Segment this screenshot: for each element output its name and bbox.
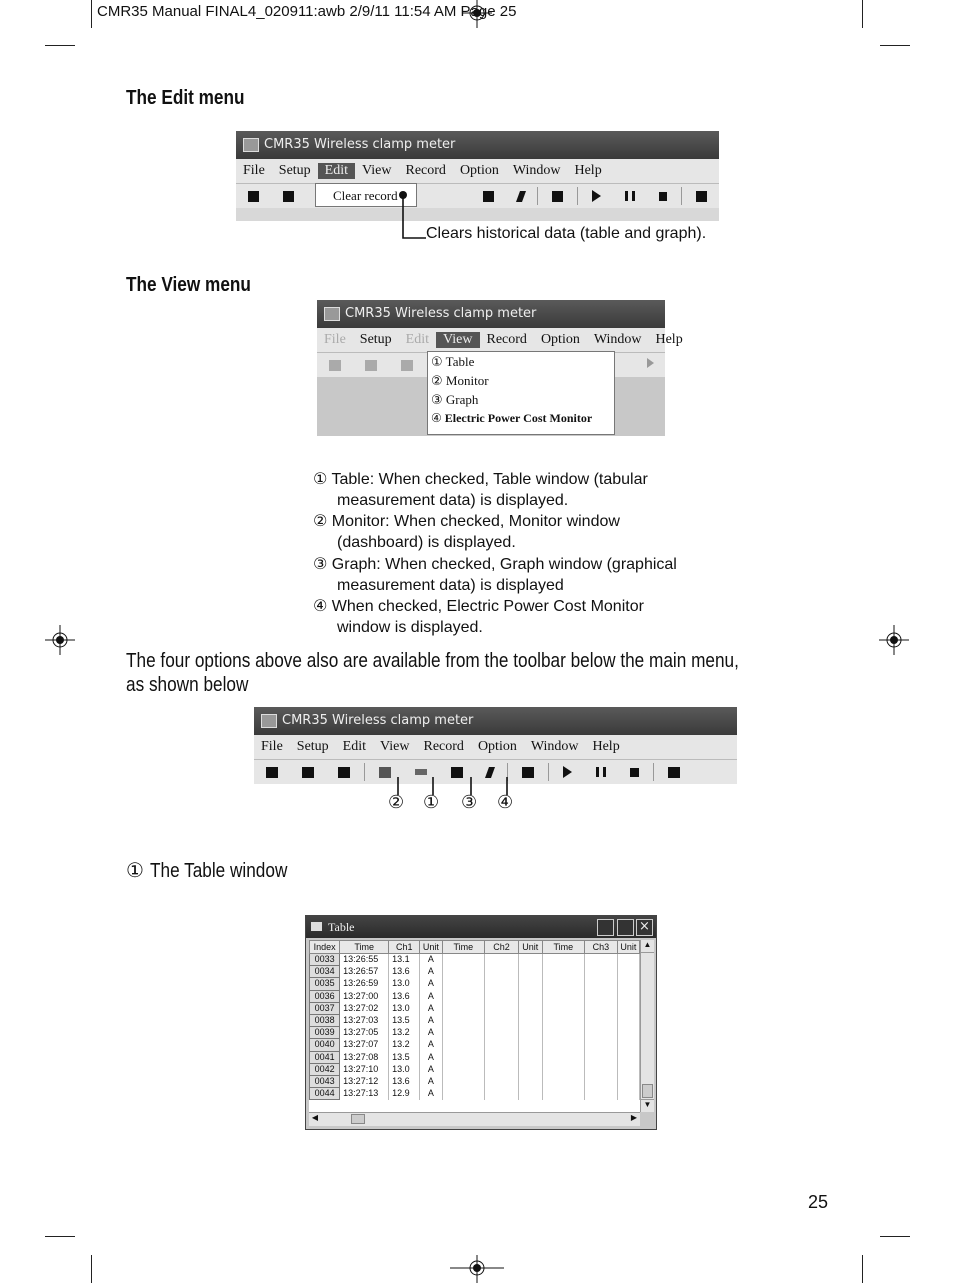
menu-help[interactable]: Help [655, 332, 683, 347]
empty-cell [518, 1014, 542, 1026]
crop-mark [45, 45, 75, 46]
table-cell: 13.0 [389, 1002, 420, 1014]
empty-cell [542, 1039, 585, 1051]
table-row[interactable] [310, 966, 640, 978]
empty-cell [542, 966, 585, 978]
note-monitor [313, 511, 677, 533]
window-title-bar [254, 707, 737, 735]
toolbar-paragraph [126, 649, 780, 697]
column-header[interactable]: Unit [518, 941, 542, 954]
table-cell: 13.6 [389, 990, 420, 1002]
item-label: Graph [445, 392, 479, 407]
minimize-icon[interactable] [597, 919, 614, 936]
table-cell: A [420, 978, 442, 990]
empty-cell [442, 1014, 485, 1026]
table-row[interactable] [310, 990, 640, 1002]
callout-power-cost: ④ [497, 792, 514, 813]
registration-mark-icon [45, 625, 75, 655]
table-cell: 0034 [310, 966, 340, 978]
table-cell: A [420, 1014, 442, 1026]
table-cell: A [420, 1063, 442, 1075]
column-header[interactable]: Time [542, 941, 585, 954]
scroll-right-icon[interactable]: ▶ [630, 1113, 638, 1122]
empty-cell [485, 1075, 519, 1087]
empty-cell [617, 954, 639, 966]
menu-option[interactable]: Option [459, 163, 499, 178]
crop-mark [880, 1236, 910, 1237]
page-number: 25 [808, 1192, 829, 1212]
app-icon [261, 714, 277, 728]
empty-cell [442, 1002, 485, 1014]
empty-cell [617, 990, 639, 1002]
empty-cell [518, 1051, 542, 1063]
heading-number: ① [126, 858, 144, 882]
table-cell: 13.0 [389, 978, 420, 990]
column-header[interactable]: Ch3 [585, 941, 618, 954]
note-text: Graph: When checked, Graph window (graphical [331, 555, 677, 573]
empty-cell [542, 1075, 585, 1087]
table-cell: 13.2 [389, 1039, 420, 1051]
empty-cell [518, 1027, 542, 1039]
monitor-icon[interactable] [379, 767, 391, 778]
print-icon[interactable] [338, 767, 350, 778]
heading-text: The Table window [149, 860, 287, 882]
empty-cell [542, 978, 585, 990]
table-cell: 12.9 [389, 1088, 420, 1100]
toolbar-separator [364, 763, 365, 781]
empty-cell [585, 1088, 618, 1100]
empty-cell [485, 1002, 519, 1014]
empty-cell [542, 954, 585, 966]
open-icon[interactable] [248, 191, 259, 202]
menu-file[interactable]: File [243, 163, 265, 178]
menu-file[interactable]: File [261, 739, 283, 754]
table-cell: 13.1 [389, 954, 420, 966]
crop-mark [862, 1255, 863, 1283]
empty-cell [442, 966, 485, 978]
table-row[interactable] [310, 1039, 640, 1051]
column-header[interactable]: Ch2 [485, 941, 519, 954]
pause-icon[interactable] [596, 767, 606, 777]
table-cell: 13.6 [389, 1075, 420, 1087]
menu-edit[interactable]: Edit [318, 163, 355, 179]
item-number: ① [431, 355, 443, 370]
empty-cell [585, 966, 618, 978]
window-title: CMR35 Wireless clamp meter [264, 137, 456, 152]
menu-item-monitor[interactable] [428, 371, 614, 390]
empty-cell [518, 1088, 542, 1100]
toolbar-separator [681, 187, 682, 205]
empty-cell [585, 1051, 618, 1063]
pause-icon[interactable] [625, 191, 635, 201]
table-cell: A [420, 1039, 442, 1051]
vertical-scrollbar[interactable] [640, 940, 654, 1112]
menu-setup[interactable]: Setup [296, 739, 329, 754]
play-icon[interactable] [647, 358, 654, 368]
help-icon[interactable] [668, 767, 680, 778]
table-cell: 13:27:12 [340, 1075, 389, 1087]
window-title-bar [317, 300, 665, 328]
table-row[interactable] [310, 1051, 640, 1063]
empty-cell [518, 1039, 542, 1051]
empty-cell [617, 1075, 639, 1087]
registration-mark-icon [879, 625, 909, 655]
edit-menu-screenshot [236, 131, 719, 221]
table-grid-area [309, 940, 640, 1112]
table-cell: 0043 [310, 1075, 340, 1087]
table-window-title: Table [328, 920, 355, 934]
empty-cell [542, 1027, 585, 1039]
callout-line [398, 188, 428, 244]
column-header[interactable]: Time [340, 941, 389, 954]
table-cell: 0036 [310, 990, 340, 1002]
table-cell: 0033 [310, 954, 340, 966]
item-number: ③ [431, 393, 443, 408]
empty-cell [542, 1002, 585, 1014]
table-cell: A [420, 1088, 442, 1100]
column-header[interactable]: Unit [420, 941, 442, 954]
column-header[interactable]: Index [310, 941, 340, 954]
menu-view[interactable]: View [362, 163, 392, 178]
menu-edit[interactable]: Edit [405, 332, 430, 347]
empty-cell [485, 1027, 519, 1039]
power-cost-icon[interactable] [485, 767, 495, 778]
empty-cell [617, 1051, 639, 1063]
empty-cell [585, 1002, 618, 1014]
empty-cell [617, 1039, 639, 1051]
note-text-cont: (dashboard) is displayed. [337, 534, 516, 552]
print-icon[interactable] [552, 191, 563, 202]
edit-menu-heading: The Edit menu [126, 87, 245, 109]
view-dropdown [427, 351, 615, 435]
empty-cell [617, 1014, 639, 1026]
window-title-bar [236, 131, 719, 159]
note-text: When checked, Electric Power Cost Monitor [331, 598, 644, 616]
graph-icon[interactable] [451, 767, 463, 778]
note-number: ③ [313, 553, 328, 573]
print-header: CMR35 Manual FINAL4_020911:awb 2/9/11 11:54 AM Page 25 [97, 3, 517, 20]
empty-cell [442, 1051, 485, 1063]
empty-cell [542, 1088, 585, 1100]
empty-cell [617, 1088, 639, 1100]
table-cell: 13:27:05 [340, 1027, 389, 1039]
note-number: ① [313, 469, 328, 488]
empty-cell [518, 978, 542, 990]
empty-cell [585, 1014, 618, 1026]
empty-cell [485, 990, 519, 1002]
empty-cell [617, 1002, 639, 1014]
item-number: ④ [431, 411, 442, 425]
menu-edit[interactable]: Edit [342, 739, 367, 754]
table-cell: 13.6 [389, 966, 420, 978]
menu-record[interactable]: Record [423, 739, 464, 754]
paragraph-line: The four options above also are available from the toolbar below the main menu, [126, 650, 739, 672]
table-icon[interactable] [415, 769, 427, 775]
table-row[interactable] [310, 1027, 640, 1039]
menu-file[interactable]: File [324, 332, 346, 347]
note-text: Monitor: When checked, Monitor window [331, 513, 620, 531]
save-icon[interactable] [365, 360, 377, 371]
table-title-bar [306, 916, 656, 938]
empty-cell [485, 954, 519, 966]
toolbar-separator [537, 187, 538, 205]
empty-cell [617, 1063, 639, 1075]
note-power-cost [313, 596, 677, 618]
scroll-down-icon[interactable]: ▼ [641, 1099, 654, 1112]
empty-cell [485, 1039, 519, 1051]
empty-cell [442, 1075, 485, 1087]
table-window [305, 915, 657, 1130]
table-cell: 0037 [310, 1002, 340, 1014]
callout-monitor: ② [388, 792, 405, 813]
table-cell: A [420, 1002, 442, 1014]
empty-cell [542, 1063, 585, 1075]
open-icon[interactable] [329, 360, 341, 371]
view-menu-screenshot [317, 300, 683, 436]
menu-window[interactable]: Window [512, 163, 561, 178]
toolbar [236, 183, 719, 208]
menu-record[interactable]: Record [486, 332, 527, 347]
app-icon [324, 307, 340, 321]
table-cell: 13:27:00 [340, 990, 389, 1002]
table-cell: 0042 [310, 1063, 340, 1075]
empty-cell [485, 978, 519, 990]
toolbar-separator [577, 187, 578, 205]
column-header[interactable]: Unit [617, 941, 639, 954]
maximize-icon[interactable] [617, 919, 634, 936]
empty-cell [585, 1063, 618, 1075]
note-text-cont: window is displayed. [337, 618, 483, 636]
empty-cell [442, 1063, 485, 1075]
empty-cell [485, 1088, 519, 1100]
table-cell: 13:26:59 [340, 978, 389, 990]
empty-cell [485, 1051, 519, 1063]
table-cell: 13:27:13 [340, 1088, 389, 1100]
scroll-up-icon[interactable]: ▲ [641, 940, 654, 953]
empty-cell [518, 1075, 542, 1087]
stop-icon[interactable] [659, 192, 667, 201]
menu-setup[interactable]: Setup [278, 163, 311, 178]
registration-mark-icon [450, 1255, 504, 1283]
table-row[interactable] [310, 1063, 640, 1075]
table-row[interactable] [310, 978, 640, 990]
empty-cell [585, 1027, 618, 1039]
scroll-thumb[interactable] [642, 1084, 653, 1098]
crop-mark [91, 0, 92, 28]
menu-help[interactable]: Help [592, 739, 620, 754]
menu-setup[interactable]: Setup [359, 332, 392, 347]
empty-cell [617, 1027, 639, 1039]
menu-item-clear-record[interactable]: Clear record [333, 188, 398, 203]
empty-cell [442, 1088, 485, 1100]
note-text-cont: measurement data) is displayed. [337, 491, 569, 509]
item-number: ② [431, 374, 443, 389]
empty-cell [518, 1063, 542, 1075]
table-cell: A [420, 1027, 442, 1039]
menu-record[interactable]: Record [405, 163, 446, 178]
item-label: Electric Power Cost Monitor [444, 411, 593, 425]
table-cell: A [420, 990, 442, 1002]
horizontal-scrollbar[interactable] [309, 1112, 640, 1126]
table-cell: 13.0 [389, 1063, 420, 1075]
callout-graph: ③ [461, 792, 478, 813]
edit-callout-text: Clears historical data (table and graph). [426, 225, 707, 242]
table-row[interactable] [310, 1002, 640, 1014]
table-window-icon [311, 922, 322, 931]
stop-icon[interactable] [630, 768, 639, 777]
menu-bar [254, 735, 737, 759]
empty-cell [542, 1014, 585, 1026]
toolbar-separator [548, 763, 549, 781]
help-icon[interactable] [696, 191, 707, 202]
empty-cell [485, 1063, 519, 1075]
table-cell: 13:27:08 [340, 1051, 389, 1063]
menu-view[interactable]: View [380, 739, 410, 754]
data-table [309, 940, 640, 1100]
save-icon[interactable] [302, 767, 314, 778]
empty-cell [542, 990, 585, 1002]
empty-cell [442, 1039, 485, 1051]
table-window-heading [126, 858, 309, 883]
table-cell: 13:27:10 [340, 1063, 389, 1075]
table-row[interactable] [310, 1075, 640, 1087]
menu-item-graph[interactable] [428, 390, 614, 409]
menu-option[interactable]: Option [540, 332, 580, 347]
play-icon[interactable] [592, 190, 601, 202]
table-row[interactable] [310, 1014, 640, 1026]
empty-cell [585, 1075, 618, 1087]
graph-icon[interactable] [483, 191, 494, 202]
menu-view[interactable]: View [436, 332, 479, 348]
menu-bar [236, 159, 719, 183]
empty-cell [442, 1027, 485, 1039]
table-row[interactable] [310, 954, 640, 966]
crop-mark [45, 1236, 75, 1237]
window-title: CMR35 Wireless clamp meter [345, 306, 537, 321]
column-header[interactable]: Ch1 [389, 941, 420, 954]
table-cell: 13:27:02 [340, 1002, 389, 1014]
table-cell: 13:27:07 [340, 1039, 389, 1051]
hscroll-thumb[interactable] [351, 1114, 365, 1124]
empty-cell [542, 1051, 585, 1063]
play-icon[interactable] [563, 766, 572, 778]
empty-cell [585, 990, 618, 1002]
note-number: ② [313, 511, 328, 531]
note-text-cont: measurement data) is displayed [337, 576, 564, 594]
table-cell: A [420, 1075, 442, 1087]
menu-window[interactable]: Window [530, 739, 579, 754]
table-cell: 0035 [310, 978, 340, 990]
table-cell: 13:26:55 [340, 954, 389, 966]
view-notes [313, 469, 677, 639]
empty-cell [617, 966, 639, 978]
table-cell: 0044 [310, 1088, 340, 1100]
table-cell: 13.5 [389, 1014, 420, 1026]
table-cell: A [420, 954, 442, 966]
item-label: Monitor [445, 373, 489, 388]
empty-cell [485, 966, 519, 978]
menu-option[interactable]: Option [477, 739, 517, 754]
note-number: ④ [313, 596, 328, 616]
callout-table: ① [423, 792, 440, 813]
empty-cell [442, 978, 485, 990]
table-cell: A [420, 966, 442, 978]
scroll-left-icon[interactable]: ◀ [311, 1113, 319, 1122]
menu-help[interactable]: Help [574, 163, 602, 178]
empty-cell [518, 1002, 542, 1014]
view-menu-heading: The View menu [126, 274, 251, 296]
note-text: Table: When checked, Table window (tabular [331, 471, 648, 488]
empty-cell [442, 954, 485, 966]
item-label: Table [445, 354, 475, 369]
close-icon[interactable]: × [636, 919, 653, 936]
menu-bar [317, 328, 683, 352]
crop-mark [91, 1255, 92, 1283]
app-icon [243, 138, 259, 152]
empty-cell [617, 978, 639, 990]
column-header[interactable]: Time [442, 941, 485, 954]
monitor-icon[interactable] [516, 191, 526, 202]
empty-cell [518, 990, 542, 1002]
print-preview-icon[interactable] [522, 767, 534, 778]
crop-mark [862, 0, 863, 28]
empty-cell [585, 1039, 618, 1051]
empty-cell [442, 990, 485, 1002]
empty-cell [585, 954, 618, 966]
menu-item-table[interactable] [428, 352, 614, 371]
menu-item-power-cost[interactable] [428, 409, 614, 428]
table-cell: 13.2 [389, 1027, 420, 1039]
table-header-row [310, 941, 640, 954]
toolbar-screenshot [254, 707, 737, 783]
note-table [313, 469, 677, 491]
note-graph [313, 554, 677, 576]
open-icon[interactable] [266, 767, 278, 778]
table-cell: 0038 [310, 1014, 340, 1026]
table-cell: A [420, 1051, 442, 1063]
table-cell: 13:27:03 [340, 1014, 389, 1026]
toolbar-separator [653, 763, 654, 781]
empty-cell [518, 966, 542, 978]
table-row[interactable] [310, 1088, 640, 1100]
empty-cell [518, 954, 542, 966]
save-icon[interactable] [283, 191, 294, 202]
empty-cell [585, 978, 618, 990]
empty-cell [485, 1014, 519, 1026]
paragraph-line: as shown below [126, 674, 249, 696]
table-cell: 0040 [310, 1039, 340, 1051]
table-cell: 0039 [310, 1027, 340, 1039]
table-cell: 13.5 [389, 1051, 420, 1063]
window-title: CMR35 Wireless clamp meter [282, 713, 474, 728]
table-cell: 0041 [310, 1051, 340, 1063]
menu-window[interactable]: Window [593, 332, 642, 347]
table-cell: 13:26:57 [340, 966, 389, 978]
print-icon[interactable] [401, 360, 413, 371]
crop-mark [880, 45, 910, 46]
